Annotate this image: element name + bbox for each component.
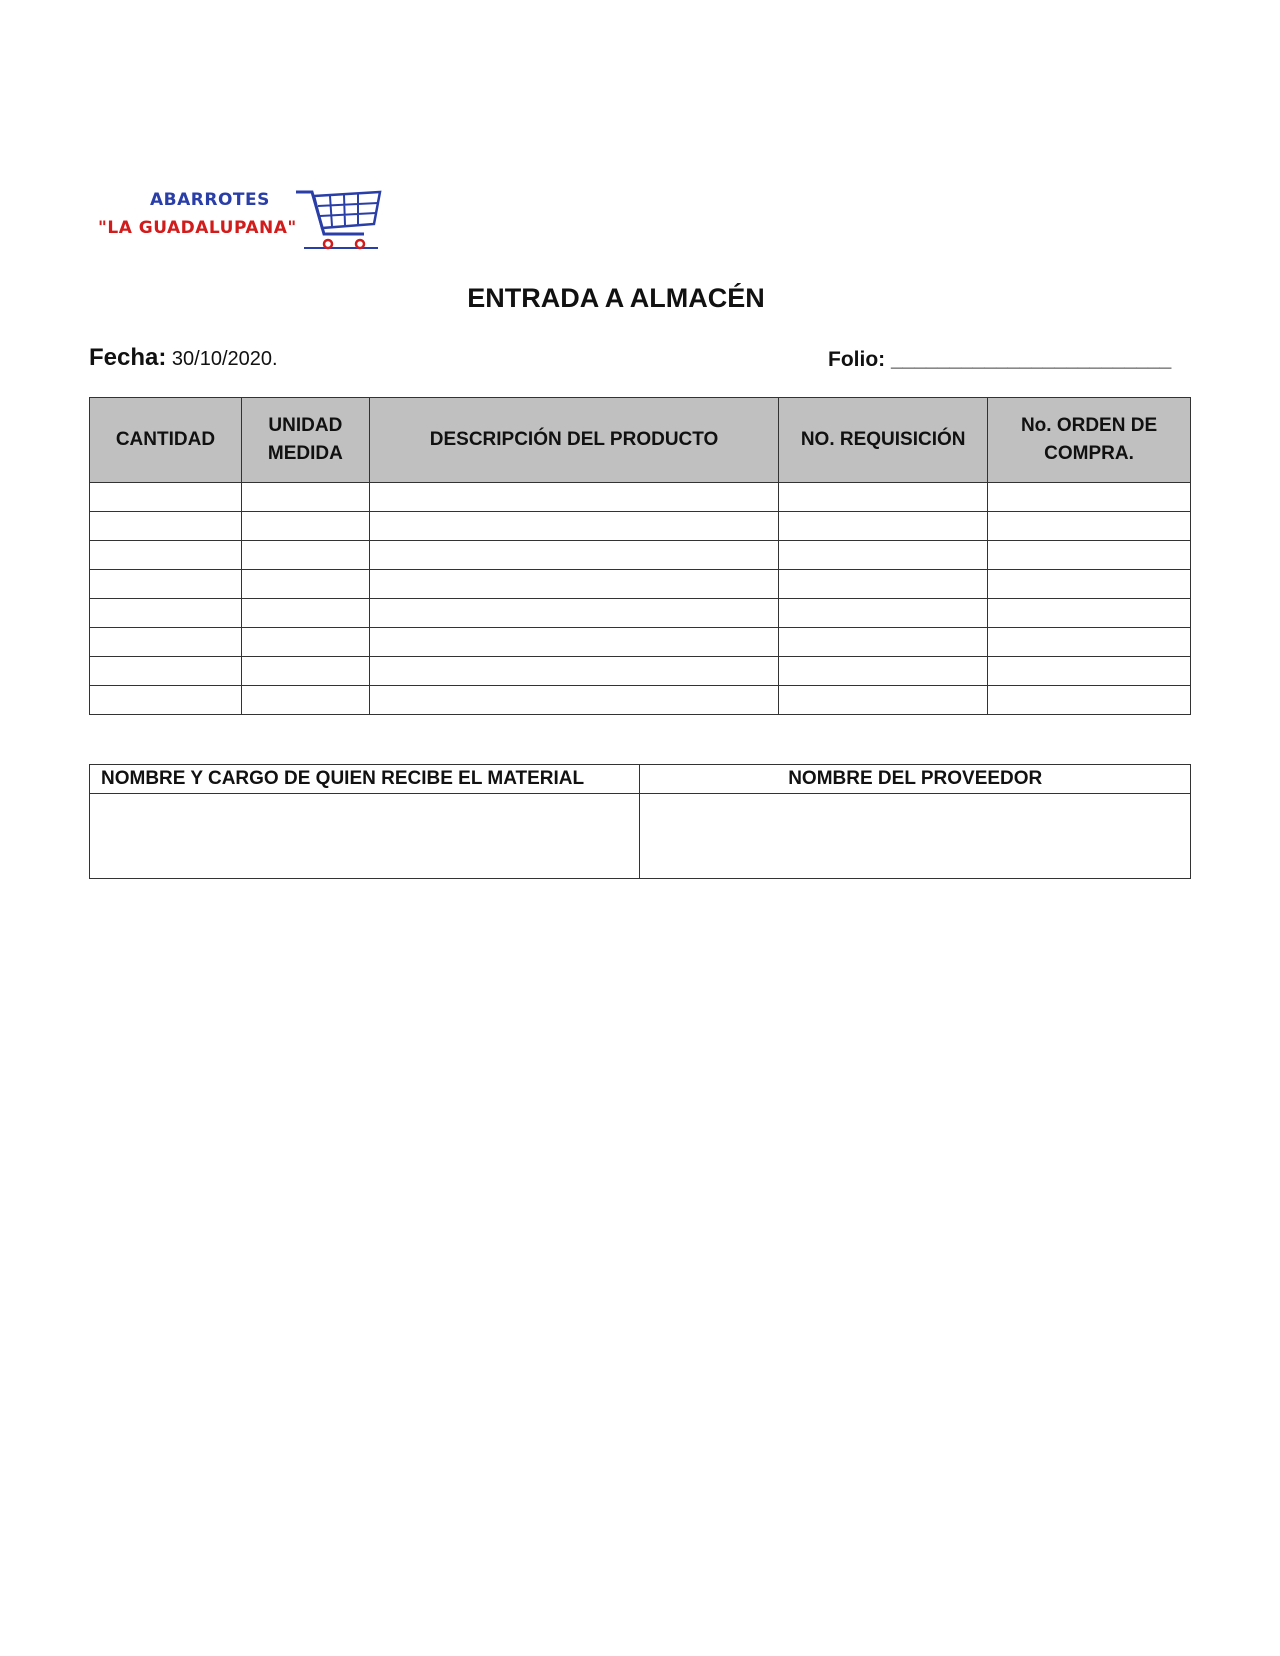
table-row — [90, 628, 1191, 657]
logo-line-2: "LA GUADALUPANA" — [98, 218, 297, 238]
receiver-field[interactable] — [90, 794, 640, 879]
table-cell[interactable] — [241, 512, 369, 541]
table-cell[interactable] — [90, 657, 242, 686]
header-orden-compra: No. ORDEN DE COMPRA. — [988, 398, 1191, 483]
table-cell[interactable] — [369, 599, 778, 628]
table-cell[interactable] — [779, 483, 988, 512]
table-cell[interactable] — [988, 483, 1191, 512]
table-cell[interactable] — [369, 512, 778, 541]
header-descripcion: DESCRIPCIÓN DEL PRODUCTO — [369, 398, 778, 483]
receiver-label: NOMBRE Y CARGO DE QUIEN RECIBE EL MATERIAL — [90, 765, 640, 794]
table-cell[interactable] — [241, 483, 369, 512]
table-cell[interactable] — [90, 512, 242, 541]
table-row — [90, 657, 1191, 686]
table-cell[interactable] — [241, 686, 369, 715]
table-cell[interactable] — [779, 628, 988, 657]
table-cell[interactable] — [241, 541, 369, 570]
table-row — [90, 686, 1191, 715]
table-cell[interactable] — [90, 570, 242, 599]
table-row — [90, 541, 1191, 570]
table-cell[interactable] — [779, 541, 988, 570]
entry-table — [89, 397, 1191, 715]
table-cell[interactable] — [90, 483, 242, 512]
table-row — [90, 570, 1191, 599]
page-title: ENTRADA A ALMACÉN — [467, 283, 765, 313]
table-row — [90, 599, 1191, 628]
table-cell[interactable] — [90, 599, 242, 628]
table-cell[interactable] — [369, 541, 778, 570]
date-value: 30/10/2020. — [171, 348, 278, 370]
table-cell[interactable] — [988, 599, 1191, 628]
table-cell[interactable] — [988, 541, 1191, 570]
folio-label: Folio: — [828, 348, 886, 371]
supplier-field[interactable] — [640, 794, 1191, 879]
table-cell[interactable] — [779, 512, 988, 541]
supplier-label: NOMBRE DEL PROVEEDOR — [640, 765, 1191, 794]
table-cell[interactable] — [988, 686, 1191, 715]
signature-table — [89, 764, 1191, 879]
table-cell[interactable] — [369, 686, 778, 715]
table-row — [90, 483, 1191, 512]
header-cantidad: CANTIDAD — [90, 398, 242, 483]
date-field — [89, 344, 278, 372]
table-cell[interactable] — [779, 657, 988, 686]
table-cell[interactable] — [779, 599, 988, 628]
folio-blank: ________________________ — [891, 348, 1172, 371]
table-cell[interactable] — [241, 657, 369, 686]
date-label: Fecha: — [89, 344, 167, 371]
table-cell[interactable] — [90, 541, 242, 570]
table-cell[interactable] — [988, 628, 1191, 657]
table-row — [90, 512, 1191, 541]
shopping-cart-icon — [294, 186, 384, 256]
table-cell[interactable] — [779, 570, 988, 599]
table-cell[interactable] — [988, 657, 1191, 686]
table-cell[interactable] — [369, 628, 778, 657]
company-logo — [98, 186, 388, 264]
table-cell[interactable] — [241, 628, 369, 657]
logo-line-1: ABARROTES — [150, 190, 270, 210]
table-cell[interactable] — [988, 570, 1191, 599]
table-cell[interactable] — [90, 686, 242, 715]
table-cell[interactable] — [90, 628, 242, 657]
table-cell[interactable] — [241, 599, 369, 628]
table-cell[interactable] — [369, 657, 778, 686]
table-cell[interactable] — [241, 570, 369, 599]
table-cell[interactable] — [779, 686, 988, 715]
table-cell[interactable] — [988, 512, 1191, 541]
folio-field — [828, 348, 1171, 372]
table-cell[interactable] — [369, 570, 778, 599]
header-requisicion: NO. REQUISICIÓN — [779, 398, 988, 483]
table-cell[interactable] — [369, 483, 778, 512]
header-unidad-medida: UNIDAD MEDIDA — [241, 398, 369, 483]
